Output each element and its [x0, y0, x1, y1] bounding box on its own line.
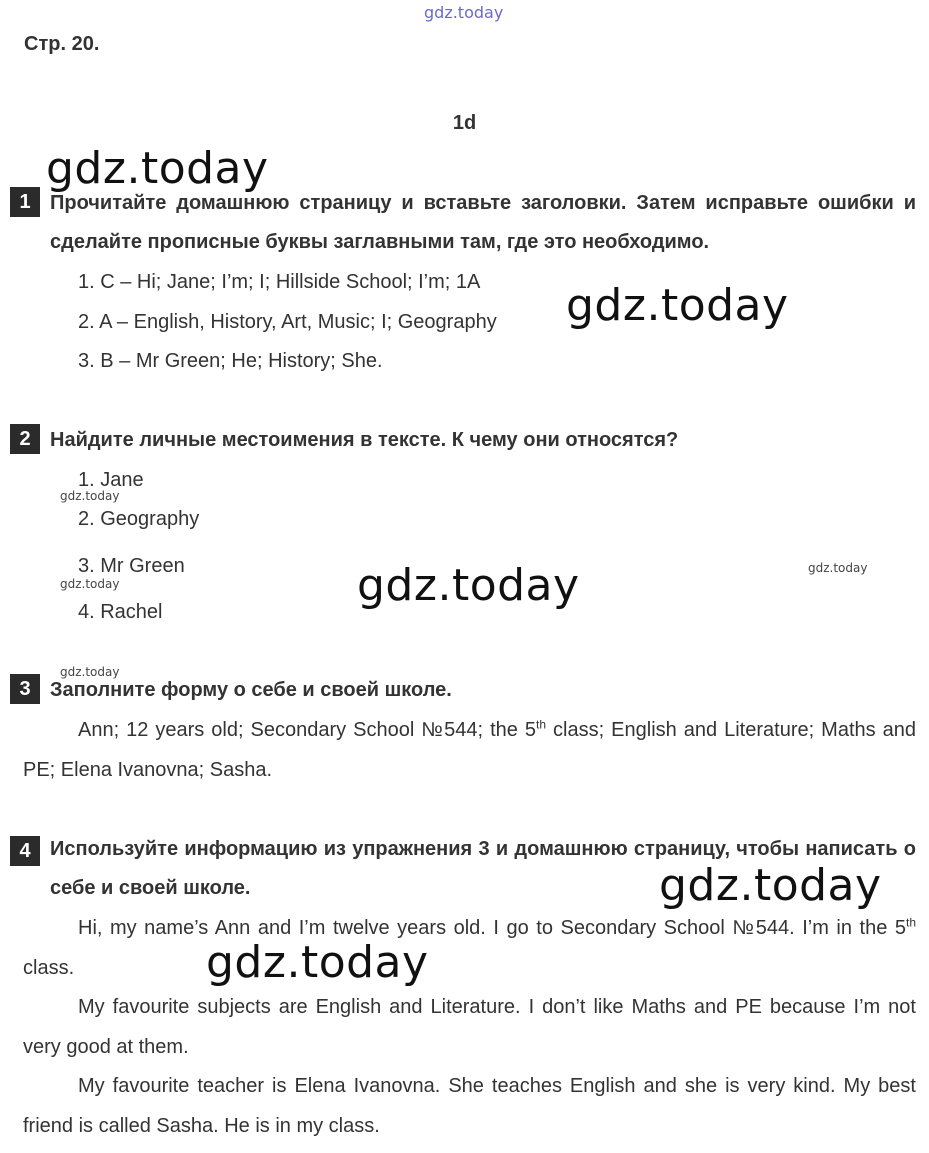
- task-number-badge: 4: [10, 836, 40, 866]
- task-title: Заполните форму о себе и своей школе.: [50, 679, 452, 701]
- answer-line: 3. Mr Green: [78, 555, 185, 577]
- watermark: gdz.today: [206, 937, 429, 988]
- task-title: Прочитайте домашнюю страницу и вставьте заголовки. Затем исправьте ошибки и сделайте прописные буквы заглавными там, где это необходимо.: [50, 192, 916, 253]
- answer-text: Ann; 12 years old; Secondary School №544; the 5: [78, 719, 537, 741]
- unit-title: 1d: [452, 112, 477, 134]
- answer-text: Hi, my name’s Ann and I’m twelve years old. I go to Secondary School №544. I’m in the 5: [78, 917, 906, 939]
- task-title: Найдите личные местоимения в тексте. К чему они относятся?: [50, 429, 679, 451]
- watermark-small: gdz.today: [60, 577, 120, 591]
- watermark-small: gdz.today: [808, 561, 868, 575]
- answer-text: class.: [23, 957, 75, 979]
- watermark: gdz.today: [566, 280, 789, 331]
- answer-paragraph: My favourite subjects are English and Literature. I don’t like Maths and PE because I’m not very good at them.: [23, 996, 916, 1058]
- answer-paragraph: My favourite teacher is Elena Ivanovna. She teaches English and she is very kind. My best friend is called Sasha. He is in my class.: [23, 1075, 916, 1137]
- answer-line: 1. C – Hi; Jane; I’m; I; Hillside School; I’m; 1A: [78, 271, 481, 293]
- answer-paragraph: [23, 908, 916, 988]
- page-number: Стр. 20.: [24, 33, 100, 55]
- answer-line: 1. Jane: [78, 469, 144, 491]
- watermark: gdz.today: [46, 143, 269, 194]
- answer-text: class; English and Literature; Maths and PE; Elena Ivanovna; Sasha.: [23, 719, 916, 781]
- watermark-small: gdz.today: [60, 665, 120, 679]
- task-number-badge: 2: [10, 424, 40, 454]
- task-number-badge: 1: [10, 187, 40, 217]
- superscript: th: [536, 717, 547, 732]
- task-title: Используйте информацию из упражнения 3 и домашнюю страницу, чтобы написать о себе и своей школе.: [50, 838, 916, 899]
- answer-line: 2. A – English, History, Art, Music; I; Geography: [78, 311, 497, 333]
- answer-line: 4. Rachel: [78, 601, 163, 623]
- watermark-top: gdz.today: [424, 3, 504, 22]
- superscript: th: [905, 915, 916, 930]
- answer-paragraph: [23, 710, 916, 790]
- task-number-badge: 3: [10, 674, 40, 704]
- answer-line: 2. Geography: [78, 508, 200, 530]
- watermark: gdz.today: [659, 860, 882, 911]
- watermark: gdz.today: [357, 560, 580, 611]
- watermark-small: gdz.today: [60, 489, 120, 503]
- answer-line: 3. B – Mr Green; He; History; She.: [78, 350, 383, 372]
